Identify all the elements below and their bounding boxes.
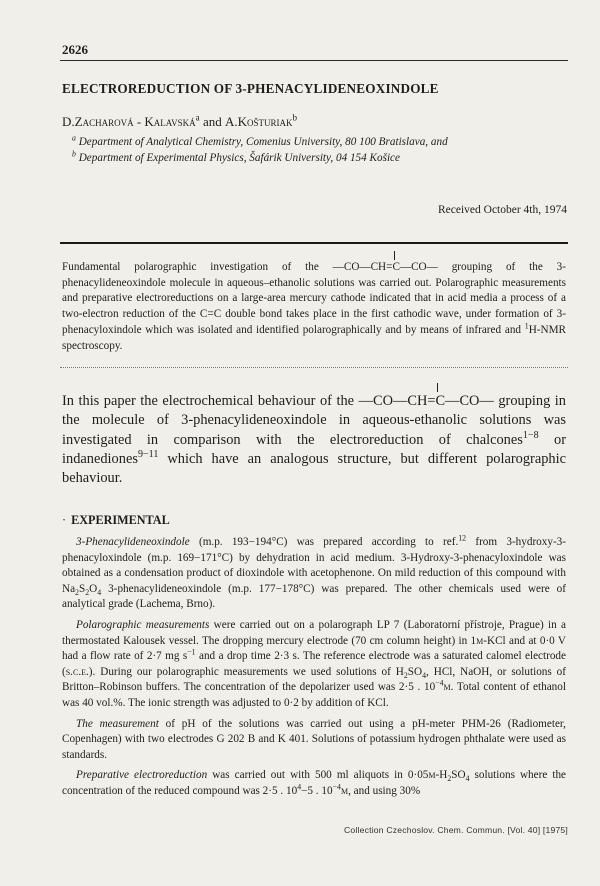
top-rule [60,60,568,61]
authors: D.Zacharová - Kalavská$^a$ and A.Košturiak$^b$ [62,112,298,129]
intro-paragraph: In this paper the electrochemical behaviour of the —CO—CH=C—CO— grouping in the molecule of 3-phenacylideneoxindole in aqueous-ethanolic solutions was investigated in comparison with the electroreduction of chalcones$^{1-8}$ or indanediones$^{9-11}$ which have an analogous structure, but different polarographic behaviour. [62,392,566,488]
page-number: 2626 [62,42,88,57]
paragraph-polarographic: Polarographic measurements were carried out on a polarograph LP 7 (Laboratorní přístroje, Prague) in a thermostated Kalousek vessel. The dropping mercury electrode (70 cm column height) in 1m-KCl and at 0·0 V had a flow rate of 2·7 mg $s^{-1}$ and a drop time 2·3 s. The reference electrode was a saturated calomel electrode (s.c.e.). During our polarographic measurements we used solutions of $H_2SO_4$, HCl, NaOH, or solutions of Britton–Robinson buffers. The concentration of the depolarizer used was 2·5 . $10^{-4}m$. Total content of ethanol was 40 vol.%. The ionic strength was adjusted to 0·2 by addition of KCl. [62,618,567,709]
journal-citation: Collection Czechoslov. Chem. Commun. [Vol. 40] [1975] [344,825,568,835]
paragraph-preparative: Preparative electroreduction was carried out with 500 ml aliquots in $0\cdot 05m-H_2SO_4$ solutions where the concentration of the reduced compound was 2·5 . $10^4-5$ . $10^{-4}m$, and using 30% [62,769,567,797]
affiliation-b: $^b$ Department of Experimental Physics, Šafárik University, 04 154 Košice [72,149,400,164]
section-heading: · EXPERIMENTAL [62,513,170,527]
grouping-formula: —CO—CH=C—CO— [333,260,438,276]
paragraph-preparation: 3-Phenacylideneoxindole (m.p. 193−194°C) was prepared according to ref.$^{12}$ from 3-hydroxy-3-phenacyloxindole (m.p. 169−171°C) by dehydration in acid medium. 3-Hydroxy-3-phenacyloxindole was obtained as a condensation product of dioxindole with acetophenone. On mild reduction of this compound with $Na_2S_2O_4$ 3-phenacylideneoxindole (m.p. 177−178°C) was prepared. The other chemicals used were of analytical grade (Lachema, Brno). [62,533,567,611]
article-title: ELECTROREDUCTION OF 3-PHENACYLIDENEOXINDOLE [62,81,439,96]
experimental-body [62,535,566,805]
grouping-formula: —CO—CH=C—CO— [359,392,494,411]
abstract-top-rule [60,242,568,244]
paragraph-ph: The measurement of pH of the solutions was carried out using a pH-meter PHM-26 (Radiometer, Copenhagen) with two electrodes G 202 B and K 401. Solutions of potassium hydrogen phthalate were used as standards. [62,717,566,761]
abstract: Fundamental polarographic investigation of the —CO—CH=C—CO— grouping of the 3-phenacylideneoxindole molecule in aqueous–ethanolic solutions was carried out. Polarographic measurements and preparative electroreductions on a large-area mercury cathode indicated that in acid media a process of a two-electron reduction of the C=C double bond takes place in the first cathodic wave, under formation of 3-phenacyloxindole which was isolated and identified polarographically and by means of infrared and $^1$H-NMR spectroscopy. [62,260,566,354]
abstract-bottom-rule [60,367,568,368]
affiliations [72,134,448,166]
received-date: Received October 4th, 1974 [437,204,567,216]
affiliation-a: $^a$ Department of Analytical Chemistry, Comenius University, 80 100 Bratislava, and [72,133,448,148]
